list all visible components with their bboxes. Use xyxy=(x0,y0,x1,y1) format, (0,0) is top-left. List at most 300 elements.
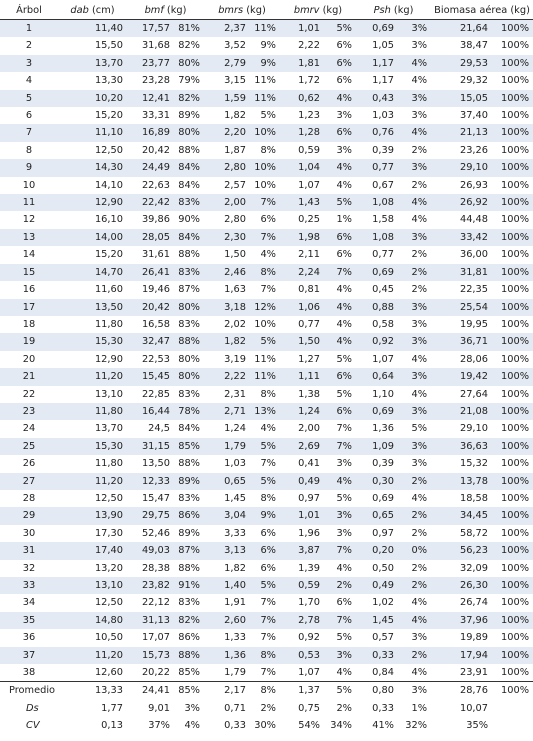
cell-bmrv-kg: 1,98 xyxy=(280,229,324,246)
table-row xyxy=(0,281,533,298)
table-row xyxy=(0,142,533,159)
cell-psh-pct: 3% xyxy=(411,458,428,470)
cell-bmrs-pct: 5% xyxy=(250,473,280,490)
cell-dab: 11,20 xyxy=(58,368,127,385)
cell-bmf-kg: 15,45 xyxy=(127,368,174,385)
cell-psh-pct: 3% xyxy=(398,90,431,107)
cell-bmrs-kg: 3,33 xyxy=(224,527,246,539)
cell-bmrv-pct: 5% xyxy=(336,632,352,644)
cell-bmf-pct: 90% xyxy=(178,214,200,226)
table-row xyxy=(0,316,533,333)
cell-biomasa-pct: 100% xyxy=(492,299,533,316)
biomass-table xyxy=(0,2,533,735)
summary-cell: 10,07 xyxy=(431,700,492,717)
cell-psh-pct: 2% xyxy=(398,264,431,281)
cell-bmf-pct: 88% xyxy=(174,647,204,664)
cell-bmrs-pct: 9% xyxy=(250,55,280,72)
cell-dab: 13,70 xyxy=(58,55,127,72)
cell-bmf-kg: 12,41 xyxy=(127,90,174,107)
cell-bmrv-kg: 1,23 xyxy=(298,110,320,122)
cell-psh-kg: 1,08 xyxy=(356,229,398,246)
cell-bmrs-pct: 5% xyxy=(250,333,280,350)
table-row xyxy=(0,37,533,54)
cell-psh-pct: 4% xyxy=(398,664,431,682)
cell-dab: 15,20 xyxy=(94,249,123,261)
cell-bmf-pct: 83% xyxy=(174,264,204,281)
cell-psh-pct: 2% xyxy=(398,473,431,490)
cell-psh-pct: 3% xyxy=(398,299,431,316)
cell-bmrs-pct: 10% xyxy=(250,159,280,176)
cell-tree-id: 36 xyxy=(22,632,36,644)
cell-bmrs-kg: 2,00 xyxy=(204,194,250,211)
cell-psh-kg: 0,30 xyxy=(356,473,398,490)
cell-biomasa-pct: 100% xyxy=(501,214,530,226)
cell-dab: 13,90 xyxy=(58,507,127,524)
cell-psh-kg: 0,57 xyxy=(372,632,394,644)
cell-bmrv-pct: 4% xyxy=(324,299,356,316)
cell-bmf-kg: 17,07 xyxy=(141,632,170,644)
cell-dab: 17,40 xyxy=(58,542,127,559)
summary-cell: 85% xyxy=(174,682,204,700)
cell-bmf-kg: 31,68 xyxy=(141,40,170,52)
table-row xyxy=(0,507,533,524)
cell-bmf-pct: 79% xyxy=(178,75,200,87)
cell-bmf-kg: 24,49 xyxy=(127,159,174,176)
cell-bmf-kg: 31,15 xyxy=(127,438,174,455)
cell-psh-pct: 3% xyxy=(398,368,431,385)
cell-psh-kg: 0,97 xyxy=(372,527,394,539)
cell-dab: 12,50 xyxy=(94,492,123,504)
cell-biomasa-pct: 100% xyxy=(492,403,533,420)
cell-psh-pct: 3% xyxy=(398,229,431,246)
cell-bmrv-pct: 5% xyxy=(336,492,352,504)
table-row xyxy=(0,177,533,194)
cell-dab: 10,20 xyxy=(58,90,127,107)
table-row xyxy=(0,629,533,646)
summary-cell: 5% xyxy=(324,682,356,700)
summary-cell: 0,33 xyxy=(204,717,250,734)
cell-bmrv-kg: 1,43 xyxy=(280,194,324,211)
cell-biomasa-kg: 36,00 xyxy=(459,249,489,261)
bmrv-unit: (kg) xyxy=(319,5,343,16)
cell-bmrv-kg: 1,72 xyxy=(298,75,320,87)
cell-bmf-kg: 16,58 xyxy=(141,318,170,330)
cell-tree-id: 12 xyxy=(22,214,36,226)
summary-cell: 13,33 xyxy=(58,682,127,700)
cell-bmf-pct: 88% xyxy=(178,249,200,261)
summary-row-cv xyxy=(0,717,533,734)
cell-biomasa-kg: 29,53 xyxy=(431,55,492,72)
summary-cell: 34% xyxy=(324,717,356,734)
cell-biomasa-kg: 56,23 xyxy=(431,542,492,559)
cell-psh-pct: 3% xyxy=(411,318,428,330)
cell-bmrv-kg: 0,81 xyxy=(298,284,320,296)
col-header-bmrs xyxy=(204,2,280,20)
cell-dab: 11,80 xyxy=(58,403,127,420)
cell-psh-pct: 4% xyxy=(398,612,431,629)
cell-bmrs-pct: 7% xyxy=(250,612,280,629)
table-row xyxy=(0,351,533,368)
cell-psh-pct: 2% xyxy=(411,179,428,191)
summary-cell: 8% xyxy=(250,682,280,700)
cell-bmrv-pct: 6% xyxy=(324,124,356,141)
cell-bmf-kg: 31,13 xyxy=(127,612,174,629)
cell-bmf-pct: 83% xyxy=(178,597,200,609)
cell-bmf-pct: 88% xyxy=(178,144,200,156)
summary-cell: 0,71 xyxy=(204,700,250,717)
cell-psh-kg: 0,69 xyxy=(356,20,398,38)
cell-bmrv-kg: 0,41 xyxy=(298,458,320,470)
cell-biomasa-kg: 44,48 xyxy=(459,214,489,226)
summary-cell: 32% xyxy=(398,717,431,734)
cell-bmf-kg: 31,61 xyxy=(141,249,170,261)
cell-biomasa-kg: 33,42 xyxy=(431,229,492,246)
cell-biomasa-kg: 23,91 xyxy=(431,664,492,682)
cell-dab: 12,60 xyxy=(58,664,127,682)
cell-bmrs-kg: 1,50 xyxy=(224,249,246,261)
cell-tree-id: 25 xyxy=(0,438,58,455)
table-body xyxy=(0,20,533,682)
cell-psh-pct: 4% xyxy=(411,388,428,400)
cell-dab: 14,80 xyxy=(58,612,127,629)
cell-bmrs-pct: 5% xyxy=(250,438,280,455)
cell-tree-id: 29 xyxy=(0,507,58,524)
cell-biomasa-kg: 26,92 xyxy=(431,194,492,211)
cell-bmf-kg: 22,42 xyxy=(127,194,174,211)
cell-biomasa-kg: 17,94 xyxy=(431,647,492,664)
cell-biomasa-kg: 38,47 xyxy=(459,40,489,52)
cell-bmrv-pct: 5% xyxy=(324,20,356,38)
cell-psh-kg: 1,07 xyxy=(372,353,394,365)
cell-biomasa-kg: 28,06 xyxy=(459,353,489,365)
cell-bmrs-kg: 1,36 xyxy=(204,647,250,664)
summary-cell: 0,13 xyxy=(58,717,127,734)
table-row xyxy=(0,612,533,629)
cell-dab: 13,10 xyxy=(94,388,123,400)
cell-tree-id: 32 xyxy=(22,562,36,574)
cell-bmrs-kg: 1,24 xyxy=(224,423,246,435)
cell-biomasa-pct: 100% xyxy=(501,632,530,644)
cell-bmrs-pct: 7% xyxy=(250,194,280,211)
cell-bmf-kg: 26,41 xyxy=(127,264,174,281)
cell-tree-id: 4 xyxy=(25,75,33,87)
cell-bmrs-kg: 1,63 xyxy=(224,284,246,296)
cell-bmf-pct: 83% xyxy=(178,388,200,400)
cell-biomasa-kg: 15,32 xyxy=(459,458,489,470)
cell-bmrs-kg: 2,60 xyxy=(204,612,250,629)
cell-tree-id: 10 xyxy=(22,179,36,191)
cell-psh-pct: 2% xyxy=(398,647,431,664)
cell-biomasa-pct: 100% xyxy=(501,353,530,365)
cell-bmrv-kg: 0,53 xyxy=(280,647,324,664)
cell-bmf-pct: 80% xyxy=(174,55,204,72)
table-row xyxy=(0,420,533,437)
cell-bmf-pct: 81% xyxy=(174,20,204,38)
table-row xyxy=(0,299,533,316)
cell-bmrv-pct: 4% xyxy=(324,333,356,350)
cell-tree-id: 9 xyxy=(0,159,58,176)
cell-bmrs-kg: 1,82 xyxy=(224,562,246,574)
cell-biomasa-kg: 15,05 xyxy=(431,90,492,107)
summary-cell: 4% xyxy=(174,717,204,734)
summary-label: CV xyxy=(0,717,58,734)
summary-cell: 24,41 xyxy=(127,682,174,700)
cell-biomasa-kg: 31,81 xyxy=(431,264,492,281)
cell-bmrv-kg: 1,04 xyxy=(280,159,324,176)
cell-tree-id: 16 xyxy=(22,284,36,296)
cell-bmrs-kg: 1,91 xyxy=(224,597,246,609)
cell-bmf-kg: 28,38 xyxy=(141,562,170,574)
cell-psh-pct: 2% xyxy=(411,284,428,296)
cell-bmrv-pct: 6% xyxy=(336,249,352,261)
summary-row-ds xyxy=(0,700,533,717)
col-header-dab xyxy=(58,2,127,20)
summary-cell: 2% xyxy=(324,700,356,717)
cell-dab: 11,40 xyxy=(58,20,127,38)
summary-cell: 100% xyxy=(492,682,533,700)
cell-bmf-pct: 89% xyxy=(178,527,200,539)
cell-biomasa-pct: 100% xyxy=(492,647,533,664)
cell-psh-kg: 0,69 xyxy=(372,492,394,504)
cell-biomasa-pct: 100% xyxy=(492,333,533,350)
cell-tree-id: 7 xyxy=(0,124,58,141)
cell-bmrv-kg: 3,87 xyxy=(280,542,324,559)
cell-bmf-kg: 49,03 xyxy=(127,542,174,559)
cell-bmf-kg: 22,12 xyxy=(141,597,170,609)
table-row xyxy=(0,90,533,107)
cell-psh-pct: 2% xyxy=(398,507,431,524)
cell-bmrs-kg: 1,59 xyxy=(204,90,250,107)
cell-bmf-pct: 80% xyxy=(174,124,204,141)
cell-biomasa-pct: 100% xyxy=(492,438,533,455)
cell-psh-kg: 0,45 xyxy=(372,284,394,296)
cell-psh-kg: 1,03 xyxy=(372,110,394,122)
table-row xyxy=(0,194,533,211)
summary-cell: 3% xyxy=(174,700,204,717)
summary-cell: 28,76 xyxy=(431,682,492,700)
cell-biomasa-pct: 100% xyxy=(492,55,533,72)
table-row xyxy=(0,594,533,611)
cell-psh-kg: 0,43 xyxy=(356,90,398,107)
cell-psh-pct: 4% xyxy=(398,194,431,211)
cell-bmrs-kg: 2,30 xyxy=(204,229,250,246)
table-row xyxy=(0,124,533,141)
table-header xyxy=(0,2,533,20)
cell-bmrv-kg: 1,27 xyxy=(298,353,320,365)
cell-bmrv-kg: 0,77 xyxy=(298,318,320,330)
cell-tree-id: 34 xyxy=(22,597,36,609)
summary-cell: 54% xyxy=(280,717,324,734)
summary-cell: 2% xyxy=(250,700,280,717)
cell-bmrv-kg: 0,59 xyxy=(280,577,324,594)
cell-bmf-pct: 87% xyxy=(178,284,200,296)
cell-biomasa-pct: 100% xyxy=(492,542,533,559)
cell-biomasa-pct: 100% xyxy=(501,249,530,261)
cell-bmrs-kg: 2,02 xyxy=(224,318,246,330)
cell-bmrs-kg: 2,80 xyxy=(224,214,246,226)
cell-biomasa-kg: 26,74 xyxy=(459,597,489,609)
cell-tree-id: 5 xyxy=(0,90,58,107)
cell-tree-id: 2 xyxy=(25,40,33,52)
cell-biomasa-kg: 26,93 xyxy=(459,179,489,191)
cell-bmf-pct: 84% xyxy=(174,229,204,246)
cell-bmrs-kg: 1,87 xyxy=(224,144,246,156)
cell-psh-pct: 2% xyxy=(411,527,428,539)
cell-psh-kg: 1,08 xyxy=(356,194,398,211)
cell-bmrs-pct: 8% xyxy=(250,264,280,281)
cell-bmrs-kg: 2,71 xyxy=(204,403,250,420)
cell-psh-pct: 4% xyxy=(411,492,428,504)
cell-bmf-pct: 80% xyxy=(174,299,204,316)
cell-biomasa-kg: 29,10 xyxy=(459,423,489,435)
cell-bmrs-pct: 11% xyxy=(250,20,280,38)
cell-bmrv-pct: 1% xyxy=(336,214,352,226)
cell-dab: 15,50 xyxy=(94,40,123,52)
bmrv-var: bmrv xyxy=(293,5,320,16)
cell-bmrv-pct: 2% xyxy=(324,577,356,594)
cell-bmrs-kg: 2,80 xyxy=(204,159,250,176)
cell-biomasa-kg: 36,63 xyxy=(431,438,492,455)
cell-bmrv-kg: 2,69 xyxy=(280,438,324,455)
cell-bmrv-kg: 2,00 xyxy=(298,423,320,435)
cell-biomasa-kg: 18,58 xyxy=(459,492,489,504)
cell-bmrs-pct: 8% xyxy=(250,647,280,664)
cell-tree-id: 26 xyxy=(22,458,36,470)
cell-psh-pct: 4% xyxy=(398,55,431,72)
cell-tree-id: 35 xyxy=(0,612,58,629)
col-header-psh xyxy=(356,2,431,20)
cell-psh-kg: 0,39 xyxy=(372,458,394,470)
psh-unit: (kg) xyxy=(390,5,414,16)
table-row xyxy=(0,525,533,542)
cell-biomasa-pct: 100% xyxy=(501,40,530,52)
cell-bmrs-kg: 0,65 xyxy=(204,473,250,490)
cell-dab: 13,20 xyxy=(94,562,123,574)
table-row xyxy=(0,229,533,246)
cell-bmrv-kg: 0,92 xyxy=(298,632,320,644)
cell-bmrs-pct: 10% xyxy=(254,179,276,191)
cell-bmrv-pct: 5% xyxy=(336,353,352,365)
table-row xyxy=(0,455,533,472)
cell-bmrs-kg: 1,03 xyxy=(224,458,246,470)
cell-bmrv-pct: 3% xyxy=(324,507,356,524)
cell-bmrv-kg: 1,01 xyxy=(280,20,324,38)
cell-bmrs-pct: 9% xyxy=(250,507,280,524)
cell-bmrv-pct: 7% xyxy=(324,542,356,559)
cell-bmrs-kg: 3,13 xyxy=(204,542,250,559)
cell-bmf-kg: 22,85 xyxy=(141,388,170,400)
cell-tree-id: 28 xyxy=(22,492,36,504)
cell-biomasa-pct: 100% xyxy=(492,612,533,629)
cell-dab: 15,30 xyxy=(58,333,127,350)
cell-dab: 11,80 xyxy=(94,318,123,330)
table-row xyxy=(0,333,533,350)
cell-bmrv-kg: 1,01 xyxy=(280,507,324,524)
cell-bmrv-kg: 2,78 xyxy=(280,612,324,629)
cell-bmrs-pct: 7% xyxy=(250,229,280,246)
cell-bmf-kg: 29,75 xyxy=(127,507,174,524)
cell-bmf-pct: 88% xyxy=(178,562,200,574)
cell-bmf-kg: 28,05 xyxy=(127,229,174,246)
cell-tree-id: 1 xyxy=(0,20,58,38)
cell-dab: 14,70 xyxy=(58,264,127,281)
cell-biomasa-kg: 36,71 xyxy=(431,333,492,350)
summary-cell: 9,01 xyxy=(127,700,174,717)
cell-bmrs-kg: 2,31 xyxy=(224,388,246,400)
cell-biomasa-kg: 21,08 xyxy=(431,403,492,420)
cell-bmrs-kg: 1,82 xyxy=(224,110,246,122)
table-row xyxy=(0,490,533,507)
cell-bmrv-pct: 7% xyxy=(324,264,356,281)
cell-bmf-kg: 20,42 xyxy=(141,144,170,156)
cell-tree-id: 17 xyxy=(0,299,58,316)
cell-bmrs-kg: 3,52 xyxy=(224,40,246,52)
cell-bmrs-pct: 11% xyxy=(250,90,280,107)
cell-biomasa-pct: 100% xyxy=(492,124,533,141)
bmrs-var: bmrs xyxy=(218,5,244,16)
cell-bmf-pct: 82% xyxy=(174,612,204,629)
col-header-bmrv xyxy=(280,2,356,20)
cell-psh-pct: 0% xyxy=(398,542,431,559)
cell-bmrv-kg: 1,07 xyxy=(280,664,324,682)
table-row xyxy=(0,107,533,124)
summary-label: Ds xyxy=(0,700,58,717)
cell-bmrs-pct: 11% xyxy=(250,368,280,385)
cell-psh-kg: 0,67 xyxy=(372,179,394,191)
cell-bmrs-pct: 5% xyxy=(250,577,280,594)
cell-bmrv-pct: 4% xyxy=(324,90,356,107)
cell-bmrs-pct: 7% xyxy=(260,458,276,470)
cell-biomasa-kg: 37,96 xyxy=(431,612,492,629)
cell-tree-id: 20 xyxy=(22,353,36,365)
cell-bmrv-pct: 7% xyxy=(336,423,352,435)
cell-bmrv-kg: 1,28 xyxy=(280,124,324,141)
table-row xyxy=(0,368,533,385)
cell-dab: 12,50 xyxy=(94,144,123,156)
cell-bmrv-kg: 0,25 xyxy=(298,214,320,226)
cell-bmrv-pct: 4% xyxy=(336,318,352,330)
cell-biomasa-pct: 100% xyxy=(501,318,530,330)
cell-biomasa-pct: 100% xyxy=(501,284,530,296)
cell-psh-pct: 2% xyxy=(398,577,431,594)
cell-tree-id: 15 xyxy=(0,264,58,281)
cell-biomasa-kg: 13,78 xyxy=(431,473,492,490)
cell-biomasa-pct: 100% xyxy=(501,179,530,191)
cell-bmrv-pct: 6% xyxy=(336,597,352,609)
cell-dab: 15,30 xyxy=(58,438,127,455)
cell-tree-id: 27 xyxy=(0,473,58,490)
cell-bmrv-kg: 2,24 xyxy=(280,264,324,281)
cell-bmrs-kg: 1,79 xyxy=(204,664,250,682)
cell-bmrv-kg: 2,11 xyxy=(298,249,320,261)
summary-row-promedio xyxy=(0,682,533,700)
cell-biomasa-pct: 100% xyxy=(501,492,530,504)
cell-tree-id: 21 xyxy=(0,368,58,385)
cell-bmf-kg: 19,46 xyxy=(141,284,170,296)
cell-tree-id: 23 xyxy=(0,403,58,420)
cell-tree-id: 37 xyxy=(0,647,58,664)
cell-bmf-kg: 24,5 xyxy=(148,423,170,435)
cell-bmrs-pct: 11% xyxy=(254,75,276,87)
cell-bmrv-pct: 3% xyxy=(336,144,352,156)
cell-bmrv-kg: 2,22 xyxy=(298,40,320,52)
cell-bmf-kg: 23,28 xyxy=(141,75,170,87)
cell-bmrs-pct: 6% xyxy=(260,562,276,574)
cell-bmrs-kg: 3,04 xyxy=(204,507,250,524)
cell-biomasa-kg: 58,72 xyxy=(459,527,489,539)
cell-psh-pct: 4% xyxy=(411,214,428,226)
cell-bmrs-pct: 9% xyxy=(260,40,276,52)
